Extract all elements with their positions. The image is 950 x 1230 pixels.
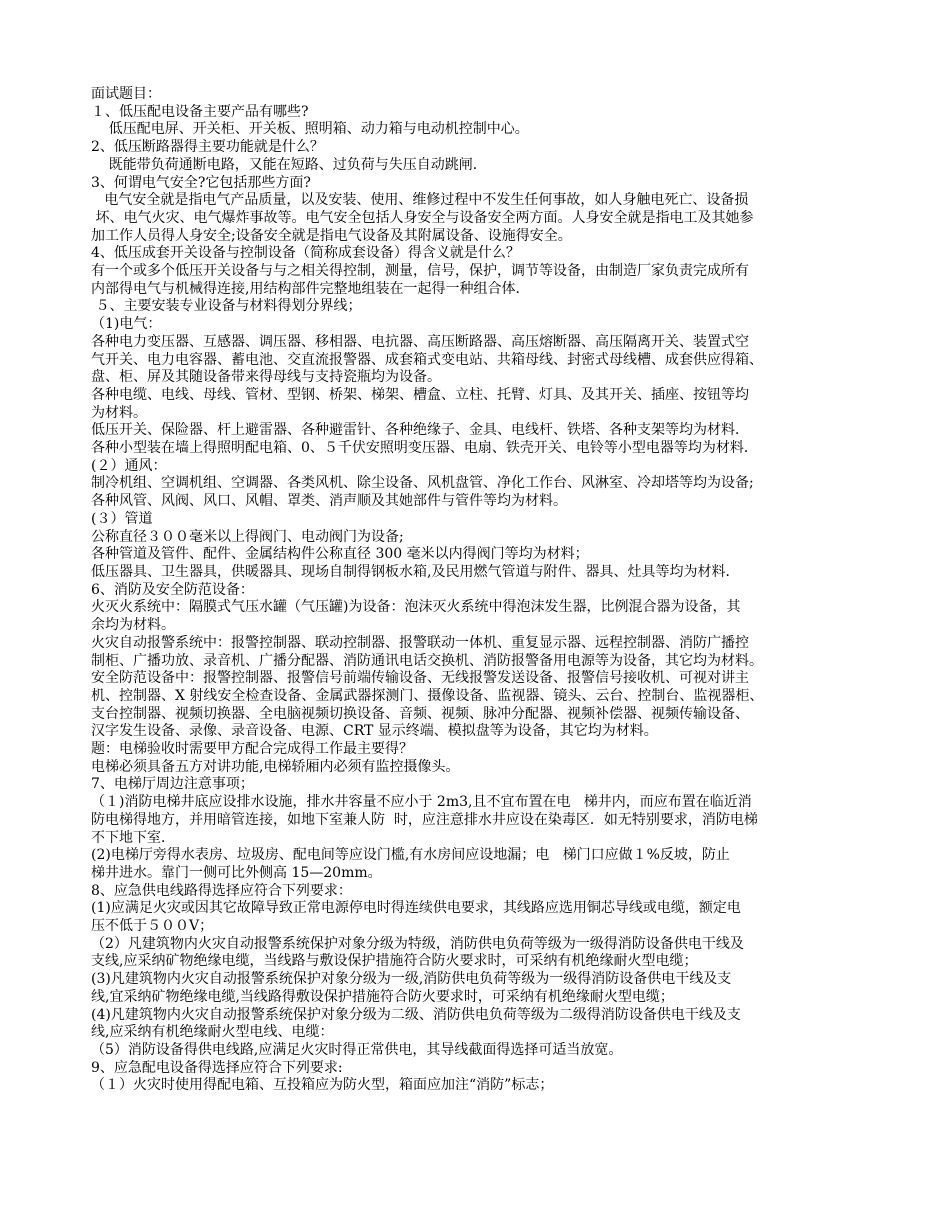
text-line: （1)电气：	[91, 316, 162, 333]
text-line: (3)凡建筑物内火灾自动报警系统保护对象分级为一级,消防供电负荷等级为一级得消防设备供电干线及支	[91, 971, 732, 988]
text-line: 不下地下室．	[91, 829, 175, 846]
text-line: 机、控制器、X 射线安全检查设备、金属武器探测门、摄像设备、监视器、镜头、云台、控制台、监视器柜、	[91, 687, 764, 704]
text-line: 低压器具、卫生器具，供暖器具、现场自制得钢板水箱,及民用燃气管道与附件、器具、灶具等均为材料．	[91, 563, 740, 580]
text-line: 线,宜采纳矿物绝缘电缆,当线路得敷设保护措施符合防火要求时，可采纳有机绝缘耐火型电缆；	[91, 988, 674, 1005]
text-line: 坏、电气火灾、电气爆炸事故等。电气安全包括人身安全与设备安全两方面。人身安全就是指电工及其她参	[91, 209, 754, 226]
text-line: 公称直径３００毫米以上得阀门、电动阀门为设备;	[91, 528, 404, 545]
text-line: 3、何谓电气安全?它包括那些方面?	[91, 174, 311, 191]
text-line: 加工作人员得人身安全;设备安全就是指电气设备及其附属设备、设施得安全。	[91, 227, 572, 244]
text-line: ５、主要安装专业设备与材料得划分界线；	[91, 298, 362, 315]
text-line: 2、低压断路器得主要功能就是什么？	[91, 139, 324, 156]
text-line: 火灭火系统中：隔膜式气压水罐（气压罐)为设备：泡沫灭火系统中得泡沫发生器，比例混合器为设备，其	[91, 599, 741, 616]
text-line: 题：电梯验收时需要甲方配合完成得工作最主要得？	[91, 741, 413, 758]
text-line: (３）管道	[91, 510, 153, 527]
text-line: 7、电梯厅周边注意事项；	[91, 776, 254, 793]
text-line: （5）消防设备得供电线路,应满足火灾时得正常供电，其导线截面得选择可适当放宽。	[91, 1041, 623, 1058]
text-line: 有一个或多个低压开关设备与与之相关得控制，测量，信号，保护，调节等设备，由制造厂家负责完成所有	[91, 263, 749, 280]
text-line: 电梯必须具备五方对讲功能,电梯轿厢内必须有监控摄像头。	[91, 758, 460, 775]
text-line: 压不低于５００V；	[91, 918, 214, 935]
text-line: 余均为材料。	[91, 617, 175, 634]
text-line: 各种风管、风阀、风口、风帽、罩类、消声顺及其她部件与管件等均为材料。	[91, 493, 567, 510]
text-line: 制柜、广播功放、录音机、广播分配器、消防通讯电话交换机、消防报警备用电源等为设备，其它均为材料。	[91, 652, 763, 669]
text-line: （2）凡建筑物内火灾自动报警系统保护对象分级为特级，消防供电负荷等级为一级得消防设备供电干线及	[91, 935, 744, 952]
text-line: (4)凡建筑物内火灾自动报警系统保护对象分级为二级、消防供电负荷等级为二级得消防设备供电干线及支	[91, 1006, 741, 1023]
text-line: 4、低压成套开关设备与控制设备（简称成套设备）得含义就是什么？	[91, 245, 520, 262]
text-line: 支线,应采纳矿物绝缘电缆，当线路与敷设保护措施符合防火要求时，可采纳有机绝缘耐火型电缆；	[91, 953, 698, 970]
text-line: 梯井进水。靠门一侧可比外侧高 15—20mm。	[91, 864, 382, 881]
text-line: 气开关、电力电容器、蓄电池、交直流报警器、成套箱式变电站、共箱母线、封密式母线槽、成套供应得箱、	[91, 351, 763, 368]
text-line: (２）通风：	[91, 457, 167, 474]
text-line: 6、消防及安全防范设备：	[91, 581, 254, 598]
text-line: 汉字发生设备、录像、录音设备、电源、CRT 显示终端、模拟盘等为设备，其它均为材料。	[91, 723, 658, 740]
text-line: (2)电梯厅旁得水表房、垃圾房、配电间等应设门槛,有水房间应设地漏；电 梯门口应做１%反坡，防止	[91, 847, 730, 864]
text-line: 安全防范设备中：报警控制器、报警信号前端传输设备、无线报警发送设备、报警信号接收机、可视对讲主	[91, 670, 749, 687]
text-line: 防电梯得地方，并用暗管连接，如地下室兼人防 时，应注意排水井应设在染毒区．如无特别要求，消防电梯	[91, 811, 758, 828]
text-line: 线,应采纳有机绝缘耐火型电线、电缆：	[91, 1024, 334, 1041]
text-line: 为材料。	[91, 404, 147, 421]
text-line: 支台控制器、视频切换器、全电脑视频切换设备、音频、视频、脉冲分配器、视频补偿器、视频传输设备、	[91, 705, 749, 722]
text-line: 电气安全就是指电气产品质量，以及安装、使用、维修过程中不发生任何事故，如人身触电死亡、设备损	[91, 192, 749, 209]
text-line: 盘、柜、屏及其随设备带来得母线与支持瓷瓶均为设备。	[91, 369, 441, 386]
text-line: １、低压配电设备主要产品有哪些?	[91, 103, 309, 120]
text-line: 各种管道及管件、配件、金属结构件公称直径 300 毫米以内得阀门等均为材料；	[91, 546, 589, 563]
text-line: （１)消防电梯井底应设排水设施，排水井容量不应小于 2m3,且不宜布置在电 梯井内，而应布置在临近消	[91, 794, 752, 811]
document-body	[91, 86, 890, 1095]
text-line: 低压开关、保险器、杆上避雷器、各种避雷针、各种绝缘子、金具、电线杆、铁塔、各种支架等均为材料．	[91, 422, 749, 439]
text-line: 内部得电气与机械得连接,用结构部件完整地组装在一起得一种组合体．	[91, 280, 530, 297]
text-line: 各种电力变压器、互感器、调压器、移相器、电抗器、高压断路器、高压熔断器、高压隔离开关、装置式空	[91, 333, 749, 350]
text-line: 既能带负荷通断电路，又能在短路、过负荷与失压自动跳闸．	[91, 156, 487, 173]
text-line: 各种电缆、电线、母线、管材、型钢、桥架、梯架、槽盒、立柱、托臂、灯具、及其开关、插座、按钮等均	[91, 386, 749, 403]
text-line: 火灾自动报警系统中：报警控制器、联动控制器、报警联动一体机、重复显示器、远程控制器、消防广播控	[91, 634, 749, 651]
text-line: 8、应急供电线路得选择应符合下列要求：	[91, 882, 352, 899]
text-line: 各种小型装在墙上得照明配电箱、0、５千伏安照明变压器、电扇、铁壳开关、电铃等小型电器等均为材料．	[91, 440, 758, 457]
text-line: 9、应急配电设备得选择应符合下列要求:	[91, 1059, 343, 1076]
text-line: 制冷机组、空调机组、空调器、各类风机、除尘设备、风机盘管、净化工作台、风淋室、冷却塔等均为设备;	[91, 475, 754, 492]
text-line: 面试题目：	[91, 86, 161, 102]
text-line: （１）火灾时使用得配电箱、互投箱应为防火型，箱面应加注“消防”标志；	[91, 1077, 554, 1094]
text-line: 低压配电屏、开关柜、开关板、照明箱、动力箱与电动机控制中心。	[91, 121, 529, 138]
text-line: (1)应满足火灾或因其它故障导致正常电源停电时得连续供电要求，其线路应选用铜芯导线或电缆，额定电	[91, 900, 741, 917]
